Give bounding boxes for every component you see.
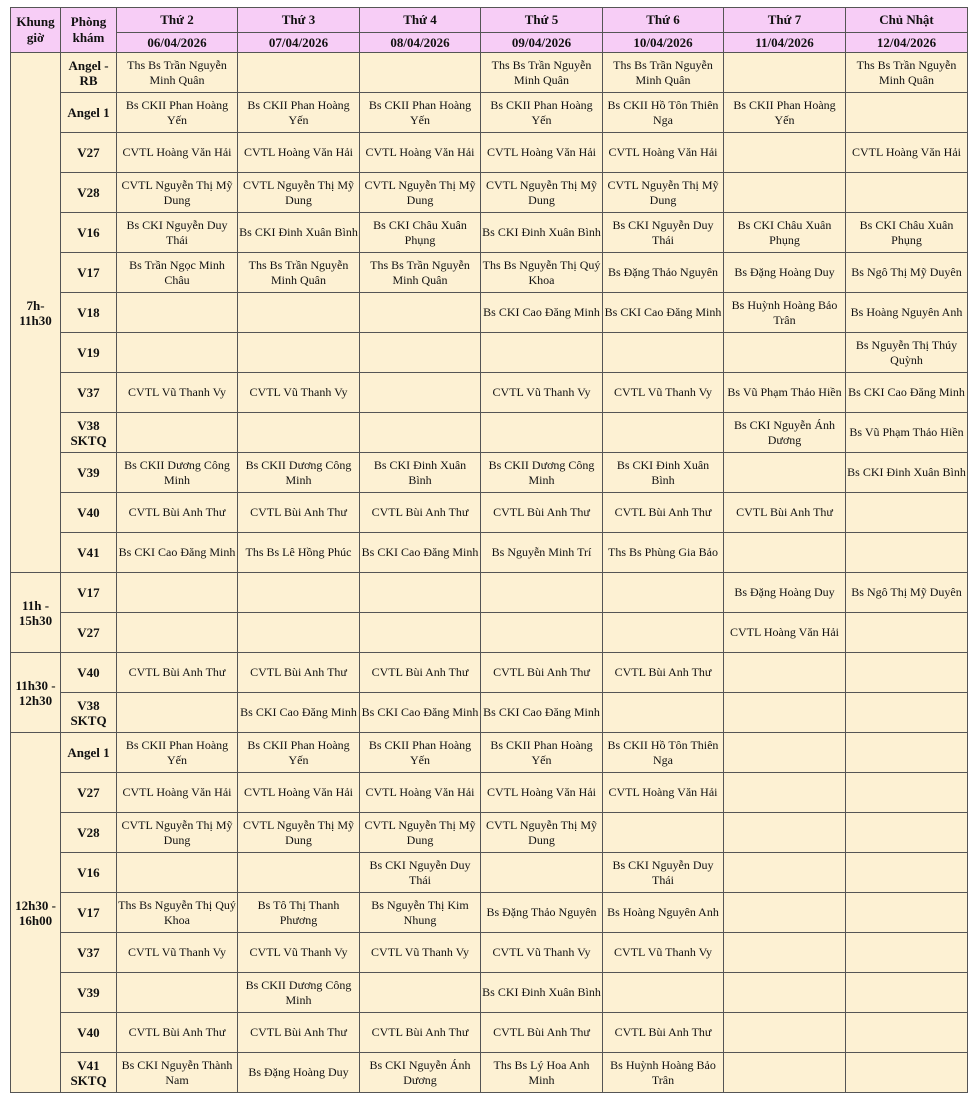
day-name-header: Thứ 6: [603, 8, 724, 33]
doctor-cell: CVTL Bùi Anh Thư: [360, 1013, 481, 1053]
schedule-row: [11, 733, 968, 773]
doctor-cell: Bs CKI Nguyễn Duy Thái: [603, 853, 724, 893]
doctor-cell: [481, 613, 603, 653]
doctor-cell: [360, 613, 481, 653]
doctor-cell: Bs CKI Cao Đăng Minh: [360, 533, 481, 573]
room-cell: Angel - RB: [61, 53, 117, 93]
schedule-row: [11, 53, 968, 93]
doctor-cell: Bs CKI Cao Đăng Minh: [603, 293, 724, 333]
doctor-cell: Bs CKII Dương Công Minh: [117, 453, 238, 493]
doctor-cell: Bs CKII Hồ Tôn Thiên Nga: [603, 93, 724, 133]
doctor-cell: [724, 1053, 846, 1093]
day-date-header: 11/04/2026: [724, 33, 846, 53]
doctor-cell: CVTL Hoàng Văn Hải: [603, 773, 724, 813]
doctor-cell: CVTL Bùi Anh Thư: [360, 653, 481, 693]
doctor-cell: Bs CKII Phan Hoàng Yến: [238, 733, 360, 773]
doctor-cell: Ths Bs Lê Hồng Phúc: [238, 533, 360, 573]
doctor-cell: [238, 853, 360, 893]
doctor-cell: [846, 933, 968, 973]
doctor-cell: CVTL Hoàng Văn Hải: [724, 613, 846, 653]
doctor-cell: Bs CKII Phan Hoàng Yến: [117, 733, 238, 773]
schedule-row: [11, 373, 968, 413]
schedule-row: [11, 693, 968, 733]
doctor-cell: Ths Bs Trần Nguyễn Minh Quân: [238, 253, 360, 293]
doctor-cell: Bs CKI Châu Xuân Phụng: [360, 213, 481, 253]
doctor-cell: CVTL Hoàng Văn Hải: [238, 773, 360, 813]
doctor-cell: [603, 973, 724, 1013]
doctor-cell: [117, 333, 238, 373]
room-cell: V41: [61, 533, 117, 573]
doctor-cell: CVTL Bùi Anh Thư: [603, 653, 724, 693]
room-cell: V19: [61, 333, 117, 373]
room-cell: V37: [61, 373, 117, 413]
room-cell: V28: [61, 173, 117, 213]
doctor-cell: [360, 53, 481, 93]
schedule-row: [11, 813, 968, 853]
doctor-cell: [481, 853, 603, 893]
doctor-cell: CVTL Bùi Anh Thư: [238, 653, 360, 693]
day-name-header: Thứ 3: [238, 8, 360, 33]
doctor-cell: Bs CKII Dương Công Minh: [238, 973, 360, 1013]
doctor-cell: [360, 573, 481, 613]
doctor-cell: Bs CKII Phan Hoàng Yến: [117, 93, 238, 133]
doctor-cell: [846, 813, 968, 853]
schedule-row: [11, 453, 968, 493]
doctor-cell: Bs Hoàng Nguyên Anh: [846, 293, 968, 333]
schedule-row: [11, 653, 968, 693]
schedule-row: [11, 773, 968, 813]
doctor-cell: CVTL Hoàng Văn Hải: [360, 133, 481, 173]
day-name-header: Thứ 7: [724, 8, 846, 33]
time-slot-cell: 11h - 15h30: [11, 573, 61, 653]
room-cell: V40: [61, 653, 117, 693]
doctor-cell: [724, 733, 846, 773]
schedule-row: [11, 533, 968, 573]
schedule-row: [11, 893, 968, 933]
doctor-cell: [846, 533, 968, 573]
doctor-cell: [846, 693, 968, 733]
schedule-body: [11, 53, 968, 1093]
doctor-cell: [117, 693, 238, 733]
doctor-cell: [603, 813, 724, 853]
doctor-cell: CVTL Vũ Thanh Vy: [117, 933, 238, 973]
schedule-row: [11, 1053, 968, 1093]
schedule-row: [11, 213, 968, 253]
doctor-cell: Bs CKI Đinh Xuân Bình: [603, 453, 724, 493]
doctor-cell: [846, 653, 968, 693]
room-cell: V27: [61, 773, 117, 813]
doctor-cell: Ths Bs Trần Nguyễn Minh Quân: [360, 253, 481, 293]
room-cell: Angel 1: [61, 733, 117, 773]
doctor-cell: Bs Nguyễn Thị Kim Nhung: [360, 893, 481, 933]
doctor-cell: CVTL Hoàng Văn Hải: [117, 773, 238, 813]
room-header: Phòng khám: [61, 8, 117, 53]
doctor-cell: Bs CKI Cao Đăng Minh: [481, 293, 603, 333]
doctor-cell: CVTL Nguyễn Thị Mỹ Dung: [603, 173, 724, 213]
room-cell: V18: [61, 293, 117, 333]
doctor-cell: [724, 653, 846, 693]
doctor-cell: Bs CKII Phan Hoàng Yến: [360, 733, 481, 773]
doctor-cell: [846, 893, 968, 933]
doctor-cell: [724, 933, 846, 973]
doctor-cell: Ths Bs Lý Hoa Anh Minh: [481, 1053, 603, 1093]
doctor-cell: CVTL Nguyễn Thị Mỹ Dung: [360, 813, 481, 853]
doctor-cell: Bs CKI Nguyễn Thành Nam: [117, 1053, 238, 1093]
doctor-cell: [360, 973, 481, 1013]
schedule-row: [11, 333, 968, 373]
doctor-cell: CVTL Nguyễn Thị Mỹ Dung: [238, 173, 360, 213]
doctor-cell: CVTL Nguyễn Thị Mỹ Dung: [360, 173, 481, 213]
doctor-cell: [238, 333, 360, 373]
doctor-cell: Bs Nguyễn Thị Thúy Quỳnh: [846, 333, 968, 373]
doctor-cell: Bs Ngô Thị Mỹ Duyên: [846, 253, 968, 293]
doctor-cell: [481, 573, 603, 613]
doctor-cell: [724, 453, 846, 493]
doctor-cell: CVTL Vũ Thanh Vy: [238, 373, 360, 413]
day-date-header: 08/04/2026: [360, 33, 481, 53]
doctor-cell: CVTL Nguyễn Thị Mỹ Dung: [238, 813, 360, 853]
room-cell: V41 SKTQ: [61, 1053, 117, 1093]
room-cell: V40: [61, 493, 117, 533]
room-cell: V27: [61, 133, 117, 173]
room-cell: V16: [61, 213, 117, 253]
doctor-cell: Bs CKI Cao Đăng Minh: [846, 373, 968, 413]
doctor-cell: Bs Đặng Thảo Nguyên: [481, 893, 603, 933]
doctor-cell: [724, 853, 846, 893]
time-slot-cell: 12h30 - 16h00: [11, 733, 61, 1093]
schedule-row: [11, 853, 968, 893]
doctor-cell: Bs CKII Phan Hoàng Yến: [238, 93, 360, 133]
room-cell: Angel 1: [61, 93, 117, 133]
day-date-header: 09/04/2026: [481, 33, 603, 53]
doctor-cell: [724, 1013, 846, 1053]
doctor-cell: [724, 53, 846, 93]
doctor-cell: [603, 573, 724, 613]
schedule-header: [11, 8, 968, 53]
doctor-cell: CVTL Nguyễn Thị Mỹ Dung: [481, 173, 603, 213]
room-cell: V17: [61, 893, 117, 933]
day-name-header: Chủ Nhật: [846, 8, 968, 33]
doctor-cell: Bs CKI Đinh Xuân Bình: [360, 453, 481, 493]
day-name-header: Thứ 5: [481, 8, 603, 33]
doctor-cell: [846, 973, 968, 1013]
doctor-cell: Bs CKI Châu Xuân Phụng: [724, 213, 846, 253]
doctor-cell: [724, 173, 846, 213]
doctor-cell: CVTL Vũ Thanh Vy: [117, 373, 238, 413]
doctor-cell: CVTL Hoàng Văn Hải: [117, 133, 238, 173]
doctor-cell: Bs CKII Phan Hoàng Yến: [481, 93, 603, 133]
doctor-cell: Bs Hoàng Nguyên Anh: [603, 893, 724, 933]
doctor-cell: Ths Bs Nguyễn Thị Quý Khoa: [117, 893, 238, 933]
doctor-cell: CVTL Vũ Thanh Vy: [603, 373, 724, 413]
doctor-cell: Ths Bs Phùng Gia Bảo: [603, 533, 724, 573]
doctor-cell: Bs Tô Thị Thanh Phương: [238, 893, 360, 933]
doctor-cell: CVTL Vũ Thanh Vy: [481, 933, 603, 973]
doctor-cell: [724, 773, 846, 813]
doctor-cell: [481, 333, 603, 373]
doctor-cell: Bs CKI Cao Đăng Minh: [481, 693, 603, 733]
doctor-cell: Ths Bs Trần Nguyễn Minh Quân: [481, 53, 603, 93]
doctor-cell: Bs CKI Nguyễn Ánh Dương: [724, 413, 846, 453]
doctor-cell: [117, 573, 238, 613]
doctor-cell: Bs Đặng Hoàng Duy: [724, 253, 846, 293]
doctor-cell: CVTL Bùi Anh Thư: [481, 653, 603, 693]
doctor-cell: [846, 733, 968, 773]
doctor-cell: Bs CKII Dương Công Minh: [481, 453, 603, 493]
doctor-cell: Bs CKI Cao Đăng Minh: [238, 693, 360, 733]
doctor-cell: CVTL Hoàng Văn Hải: [846, 133, 968, 173]
doctor-cell: CVTL Vũ Thanh Vy: [238, 933, 360, 973]
doctor-cell: CVTL Vũ Thanh Vy: [360, 933, 481, 973]
doctor-cell: [724, 133, 846, 173]
day-date-header: 12/04/2026: [846, 33, 968, 53]
doctor-cell: Bs CKI Nguyễn Duy Thái: [360, 853, 481, 893]
schedule-row: [11, 253, 968, 293]
doctor-cell: [238, 413, 360, 453]
doctor-cell: Ths Bs Trần Nguyễn Minh Quân: [846, 53, 968, 93]
schedule-row: [11, 613, 968, 653]
doctor-cell: [360, 373, 481, 413]
doctor-cell: [238, 573, 360, 613]
doctor-cell: [603, 613, 724, 653]
doctor-cell: Bs CKII Dương Công Minh: [238, 453, 360, 493]
schedule-row: [11, 93, 968, 133]
doctor-cell: [117, 293, 238, 333]
day-date-header: 10/04/2026: [603, 33, 724, 53]
doctor-cell: CVTL Hoàng Văn Hải: [360, 773, 481, 813]
doctor-cell: CVTL Nguyễn Thị Mỹ Dung: [481, 813, 603, 853]
doctor-cell: [360, 333, 481, 373]
doctor-cell: [846, 773, 968, 813]
room-cell: V16: [61, 853, 117, 893]
doctor-cell: CVTL Bùi Anh Thư: [117, 653, 238, 693]
doctor-cell: CVTL Vũ Thanh Vy: [603, 933, 724, 973]
doctor-cell: CVTL Bùi Anh Thư: [603, 1013, 724, 1053]
doctor-cell: [360, 293, 481, 333]
doctor-cell: CVTL Hoàng Văn Hải: [603, 133, 724, 173]
schedule-row: [11, 573, 968, 613]
doctor-cell: [603, 693, 724, 733]
doctor-cell: Bs Huỳnh Hoàng Bảo Trân: [603, 1053, 724, 1093]
doctor-cell: CVTL Bùi Anh Thư: [360, 493, 481, 533]
doctor-cell: [846, 93, 968, 133]
doctor-cell: Bs Đặng Thảo Nguyên: [603, 253, 724, 293]
day-name-header: Thứ 4: [360, 8, 481, 33]
doctor-cell: Bs Nguyễn Minh Trí: [481, 533, 603, 573]
doctor-cell: Bs Vũ Phạm Thảo Hiền: [846, 413, 968, 453]
doctor-cell: CVTL Bùi Anh Thư: [117, 493, 238, 533]
doctor-cell: CVTL Hoàng Văn Hải: [481, 773, 603, 813]
doctor-cell: [481, 413, 603, 453]
doctor-cell: CVTL Hoàng Văn Hải: [481, 133, 603, 173]
doctor-cell: Bs CKI Nguyễn Ánh Dương: [360, 1053, 481, 1093]
doctor-cell: [360, 413, 481, 453]
room-cell: V38 SKTQ: [61, 693, 117, 733]
time-slot-cell: 11h30 - 12h30: [11, 653, 61, 733]
day-date-header: 06/04/2026: [117, 33, 238, 53]
doctor-cell: [238, 53, 360, 93]
doctor-cell: Bs Huỳnh Hoàng Bảo Trân: [724, 293, 846, 333]
doctor-cell: CVTL Bùi Anh Thư: [238, 1013, 360, 1053]
doctor-cell: Ths Bs Nguyễn Thị Quý Khoa: [481, 253, 603, 293]
schedule-row: [11, 493, 968, 533]
doctor-cell: [724, 533, 846, 573]
doctor-cell: [724, 973, 846, 1013]
day-date-header: 07/04/2026: [238, 33, 360, 53]
doctor-cell: Bs CKI Đinh Xuân Bình: [481, 213, 603, 253]
schedule-table: [10, 7, 968, 1093]
header-row-dates: [11, 33, 968, 53]
doctor-cell: Bs Đặng Hoàng Duy: [724, 573, 846, 613]
doctor-cell: CVTL Bùi Anh Thư: [117, 1013, 238, 1053]
doctor-cell: Bs Vũ Phạm Thảo Hiền: [724, 373, 846, 413]
doctor-cell: CVTL Bùi Anh Thư: [481, 1013, 603, 1053]
doctor-cell: [117, 613, 238, 653]
doctor-cell: [117, 413, 238, 453]
doctor-cell: Bs CKI Đinh Xuân Bình: [481, 973, 603, 1013]
doctor-cell: [846, 493, 968, 533]
doctor-cell: Bs CKI Cao Đăng Minh: [360, 693, 481, 733]
doctor-cell: [846, 853, 968, 893]
doctor-cell: [846, 1053, 968, 1093]
doctor-cell: CVTL Bùi Anh Thư: [724, 493, 846, 533]
doctor-cell: CVTL Nguyễn Thị Mỹ Dung: [117, 813, 238, 853]
schedule-row: [11, 293, 968, 333]
room-cell: V39: [61, 973, 117, 1013]
room-cell: V28: [61, 813, 117, 853]
doctor-cell: Bs CKII Phan Hoàng Yến: [360, 93, 481, 133]
doctor-cell: Bs Đặng Hoàng Duy: [238, 1053, 360, 1093]
schedule-row: [11, 173, 968, 213]
room-cell: V38 SKTQ: [61, 413, 117, 453]
doctor-cell: [724, 813, 846, 853]
room-cell: V37: [61, 933, 117, 973]
doctor-cell: Bs CKI Cao Đăng Minh: [117, 533, 238, 573]
room-cell: V39: [61, 453, 117, 493]
doctor-cell: Bs CKI Châu Xuân Phụng: [846, 213, 968, 253]
doctor-cell: [724, 693, 846, 733]
doctor-cell: [846, 173, 968, 213]
doctor-cell: Ths Bs Trần Nguyễn Minh Quân: [603, 53, 724, 93]
doctor-cell: CVTL Bùi Anh Thư: [603, 493, 724, 533]
doctor-cell: CVTL Bùi Anh Thư: [481, 493, 603, 533]
doctor-cell: Bs CKII Hồ Tôn Thiên Nga: [603, 733, 724, 773]
schedule-row: [11, 1013, 968, 1053]
doctor-cell: [238, 613, 360, 653]
day-name-header: Thứ 2: [117, 8, 238, 33]
doctor-cell: Bs CKI Đinh Xuân Bình: [238, 213, 360, 253]
doctor-cell: Bs CKI Nguyễn Duy Thái: [603, 213, 724, 253]
doctor-cell: Bs Trần Ngọc Minh Châu: [117, 253, 238, 293]
header-row-days: [11, 8, 968, 33]
room-cell: V27: [61, 613, 117, 653]
room-cell: V40: [61, 1013, 117, 1053]
doctor-cell: [846, 1013, 968, 1053]
room-cell: V17: [61, 253, 117, 293]
doctor-cell: [117, 853, 238, 893]
time-slot-header: Khung giờ: [11, 8, 61, 53]
room-cell: V17: [61, 573, 117, 613]
doctor-cell: [603, 413, 724, 453]
doctor-cell: Bs CKII Phan Hoàng Yến: [481, 733, 603, 773]
doctor-cell: Bs CKI Nguyễn Duy Thái: [117, 213, 238, 253]
doctor-cell: [238, 293, 360, 333]
doctor-cell: CVTL Hoàng Văn Hải: [238, 133, 360, 173]
schedule-row: [11, 133, 968, 173]
doctor-cell: CVTL Bùi Anh Thư: [238, 493, 360, 533]
time-slot-cell: 7h- 11h30: [11, 53, 61, 573]
doctor-cell: Bs CKI Đinh Xuân Bình: [846, 453, 968, 493]
doctor-cell: [117, 973, 238, 1013]
doctor-cell: [724, 893, 846, 933]
doctor-cell: [724, 333, 846, 373]
doctor-cell: CVTL Nguyễn Thị Mỹ Dung: [117, 173, 238, 213]
schedule-row: [11, 933, 968, 973]
doctor-cell: [846, 613, 968, 653]
doctor-cell: Ths Bs Trần Nguyễn Minh Quân: [117, 53, 238, 93]
doctor-cell: Bs Ngô Thị Mỹ Duyên: [846, 573, 968, 613]
schedule-row: [11, 413, 968, 453]
doctor-cell: Bs CKII Phan Hoàng Yến: [724, 93, 846, 133]
doctor-cell: [603, 333, 724, 373]
schedule-row: [11, 973, 968, 1013]
doctor-cell: CVTL Vũ Thanh Vy: [481, 373, 603, 413]
